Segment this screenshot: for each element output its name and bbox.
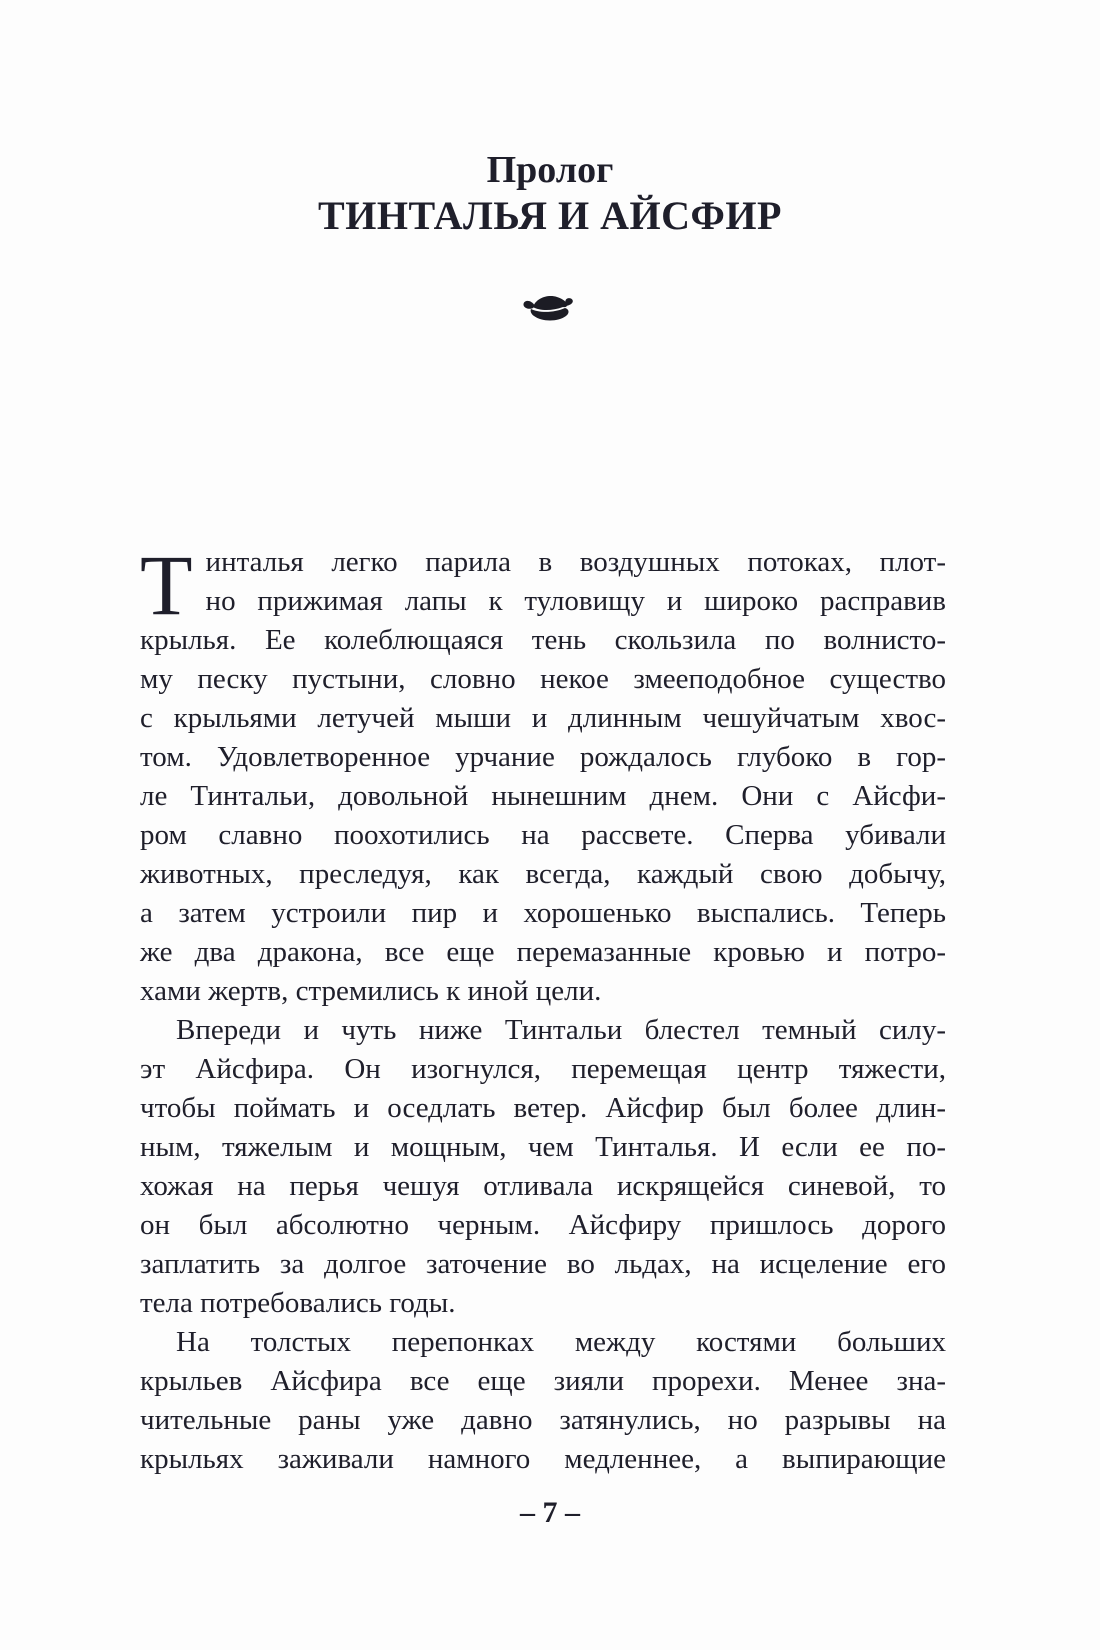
ornament-container xyxy=(0,292,1100,322)
text-line: том. Удовлетворенное урчание рождалось глубоко в гор- xyxy=(140,741,946,773)
text-line: ле Тинтальи, довольной нынешним днем. Они с Айсфи- xyxy=(140,780,946,812)
text-line: ным, тяжелым и мощным, чем Тинталья. И если ее по- xyxy=(140,1131,946,1163)
body-text xyxy=(140,537,946,1479)
text-line: крыльях заживали намного медленнее, а выпирающие xyxy=(140,1443,946,1475)
text-line: а затем устроили пир и хорошенько выспались. Теперь xyxy=(140,897,946,929)
chapter-title: ТИНТАЛЬЯ И АЙСФИР xyxy=(318,193,782,238)
text-line: хами жертв, стремились к иной цели. xyxy=(140,975,602,1007)
page-number: – 7 – xyxy=(520,1496,580,1529)
paragraph xyxy=(140,1323,946,1479)
text-line: чительные раны уже давно затянулись, но разрывы на xyxy=(140,1404,946,1436)
text-line: он был абсолютно черным. Айсфиру пришлось дорого xyxy=(140,1209,946,1241)
text-line: тела потребовались годы. xyxy=(140,1287,456,1319)
text-line: На толстых перепонках между костями больших xyxy=(176,1326,946,1358)
text-line: ром славно поохотились на рассвете. Сперва убивали xyxy=(140,819,946,851)
chapter-pretitle: Пролог xyxy=(486,149,614,191)
text-line: крылья. Ее колеблющаяся тень скользила по волнисто- xyxy=(140,624,946,656)
text-line: крыльев Айсфира все еще зияли прорехи. Менее зна- xyxy=(140,1365,946,1397)
text-line: хожая на перья чешуя отливала искрящейся синевой, то xyxy=(140,1170,946,1202)
text-line: заплатить за долгое заточение во льдах, на исцеление его xyxy=(140,1248,946,1280)
text-line: животных, преследуя, как всегда, каждый свою добычу, xyxy=(140,858,946,890)
paragraph xyxy=(140,1011,946,1323)
text-line: же два дракона, все еще перемазанные кровью и потро- xyxy=(140,936,946,968)
paragraph xyxy=(140,537,946,1011)
text-line: чтобы поймать и оседлать ветер. Айсфир был более длин- xyxy=(140,1092,946,1124)
text-line: с крыльями летучей мыши и длинным чешуйчатым хвос- xyxy=(140,702,946,734)
leaf-ornament-icon xyxy=(522,292,578,322)
text-line: но прижимая лапы к туловищу и широко расправив xyxy=(205,585,946,617)
text-line: инталья легко парила в воздушных потоках, плот- xyxy=(205,546,946,578)
text-line: эт Айсфира. Он изогнулся, перемещая центр тяжести, xyxy=(140,1053,946,1085)
text-line: му песку пустыни, словно некое змееподобное существо xyxy=(140,663,946,695)
drop-cap: Т xyxy=(140,537,193,633)
text-line: Впереди и чуть ниже Тинтальи блестел темный силу- xyxy=(176,1014,946,1046)
